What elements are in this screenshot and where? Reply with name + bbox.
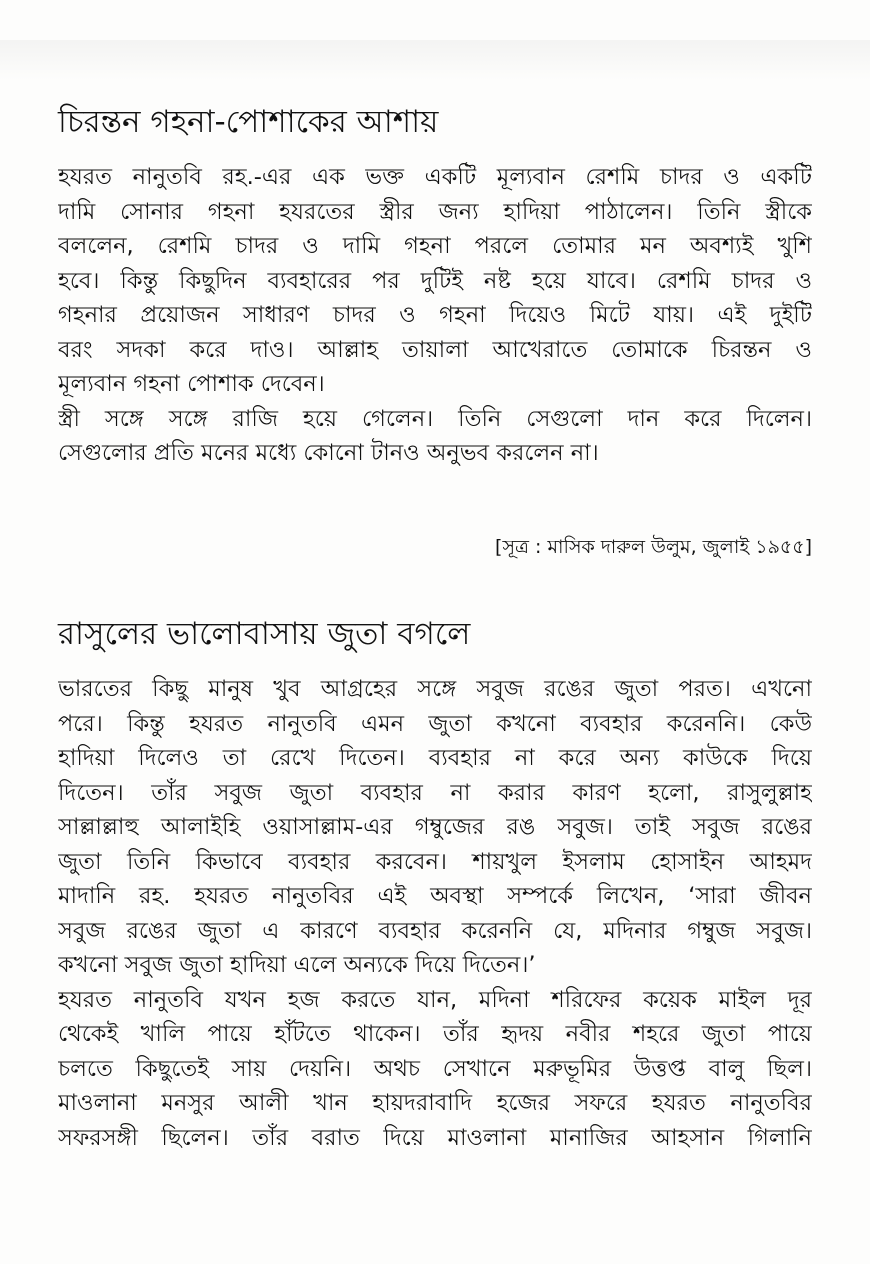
section-title-shoes-under-arm: রাসুলের ভালোবাসায় জুতা বগলে bbox=[58, 616, 471, 652]
text-line: বরং সদকা করে দাও। আল্লাহ তায়ালা আখেরাতে তোমাকে চিরন্তন ও bbox=[58, 336, 812, 363]
text-line: মূল্যবান গহনা পোশাক দেবেন। bbox=[58, 371, 325, 397]
text-line: গহনার প্রয়োজন সাধারণ চাদর ও গহনা দিয়েও মিটে যায়। এই দুইটি bbox=[58, 302, 812, 328]
text-line: হাদিয়া দিলেও তা রেখে দিতেন। ব্যবহার না করে অন্য কাউকে দিয়ে bbox=[58, 745, 812, 771]
text-line: মাওলানা মনসুর আলী খান হায়দরাবাদি হজের সফরে হযরত নানুতবির bbox=[58, 1090, 812, 1116]
show-through-band bbox=[0, 40, 870, 80]
text-line: সবুজ রঙের জুতা এ কারণে ব্যবহার করেননি যে, মদিনার গম্বুজ সবুজ। bbox=[58, 917, 812, 944]
text-line: সাল্লাল্লাহু আলাইহি ওয়াসাল্লাম-এর গম্বুজের রঙ সবুজ। তাই সবুজ রঙের bbox=[58, 814, 812, 840]
text-line: মাদানি রহ. হযরত নানুতবির এই অবস্থা সম্পর্কে লিখেন, ‘সারা জীবন bbox=[58, 883, 812, 909]
text-line: দামি সোনার গহনা হযরতের স্ত্রীর জন্য হাদিয়া পাঠালেন। তিনি স্ত্রীকে bbox=[58, 198, 812, 225]
section2-body bbox=[58, 672, 812, 1155]
text-line: দিতেন। তাঁর সবুজ জুতা ব্যবহার না করার কারণ হলো, রাসুলুল্লাহ bbox=[58, 779, 812, 806]
section-title-eternal-ornaments: চিরন্তন গহনা-পোশাকের আশায় bbox=[58, 104, 439, 140]
text-line: হযরত নানুতবি রহ.-এর এক ভক্ত একটি মূল্যবান রেশমি চাদর ও একটি bbox=[58, 164, 812, 190]
text-line: সেগুলোর প্রতি মনের মধ্যে কোনো টানও অনুভব করলেন না। bbox=[58, 440, 599, 466]
text-line: পরে। কিন্তু হযরত নানুতবি এমন জুতা কখনো ব্যবহার করেননি। কেউ bbox=[58, 710, 812, 737]
text-line: থেকেই খালি পায়ে হাঁটতে থাকেন। তাঁর হৃদয় নবীর শহরে জুতা পায়ে bbox=[58, 1021, 812, 1047]
text-line: জুতা তিনি কিভাবে ব্যবহার করবেন। শায়খুল ইসলাম হোসাইন আহমদ bbox=[58, 848, 812, 875]
text-line: হবে। কিন্তু কিছুদিন ব্যবহারের পর দুটিই নষ্ট হয়ে যাবে। রেশমি চাদর ও bbox=[58, 267, 812, 294]
text-line: সফরসঙ্গী ছিলেন। তাঁর বরাত দিয়ে মাওলানা মানাজির আহসান গিলানি bbox=[58, 1124, 812, 1151]
text-line: বললেন, রেশমি চাদর ও দামি গহনা পরলে তোমার মন অবশ্যই খুশি bbox=[58, 233, 812, 259]
text-line: চলতে কিছুতেই সায় দেয়নি। অথচ সেখানে মরুভূমির উত্তপ্ত বালু ছিল। bbox=[58, 1055, 812, 1082]
text-line: কখনো সবুজ জুতা হাদিয়া এলে অন্যকে দিয়ে দিতেন।’ bbox=[58, 952, 536, 978]
source-citation: [সূত্র : মাসিক দারুল উলুম, জুলাই ১৯৫৫] bbox=[495, 536, 812, 558]
text-line: স্ত্রী সঙ্গে সঙ্গে রাজি হয়ে গেলেন। তিনি সেগুলো দান করে দিলেন। bbox=[58, 405, 812, 432]
text-line: ভারতের কিছু মানুষ খুব আগ্রহের সঙ্গে সবুজ রঙের জুতা পরত। এখনো bbox=[58, 676, 812, 702]
text-line: হযরত নানুতবি যখন হজ করতে যান, মদিনা শরিফের কয়েক মাইল দূর bbox=[58, 986, 812, 1013]
section1-body bbox=[58, 160, 812, 471]
